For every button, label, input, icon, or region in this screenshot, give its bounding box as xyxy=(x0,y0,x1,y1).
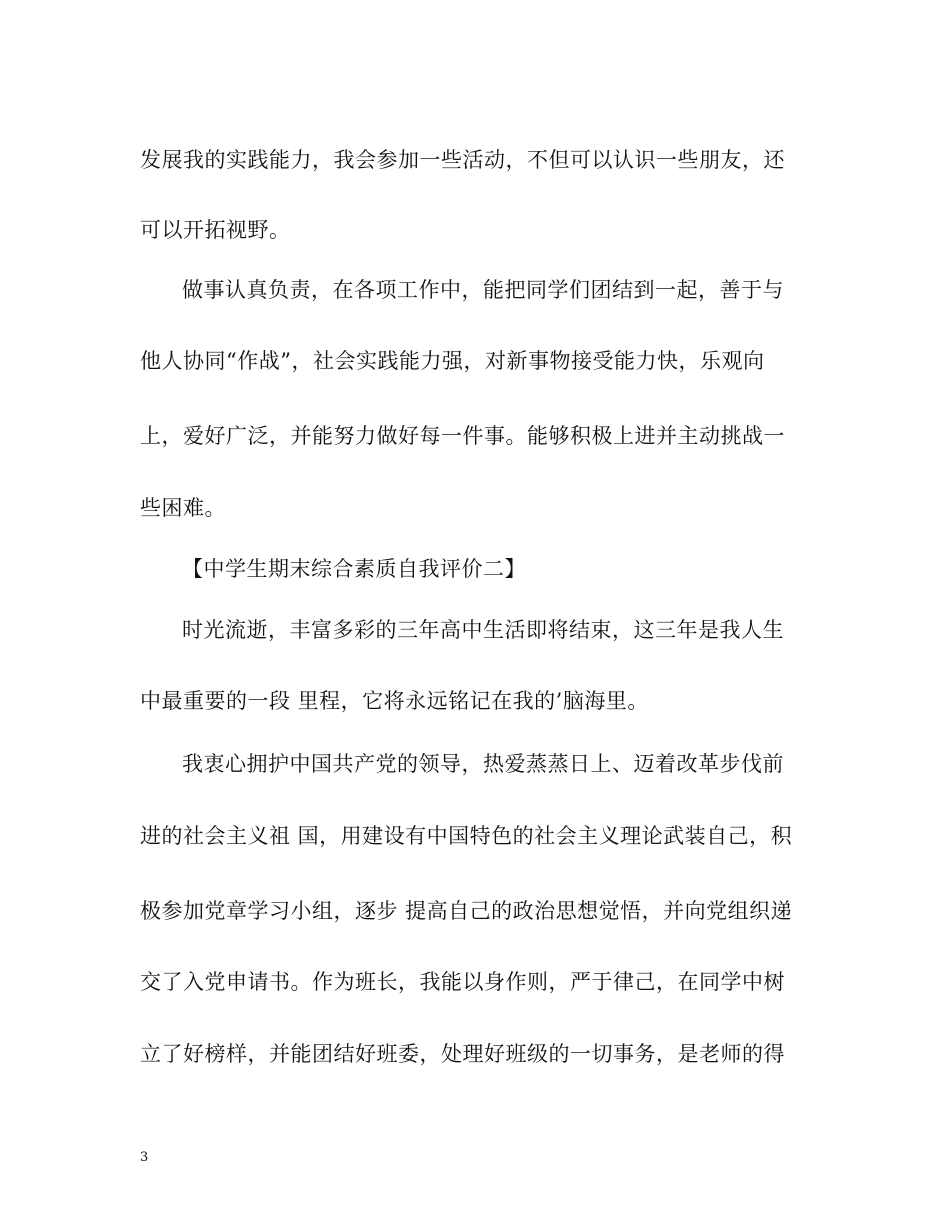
text-line: 上，爱好广泛，并能努力做好每一件事。能够积极上进并主动挑战一 xyxy=(140,424,785,448)
section-heading: 【中学生期末综合素质自我评价二】 xyxy=(182,557,526,581)
text-line: 立了好榜样，并能团结好班委，处理好班级的一切事务，是老师的得 xyxy=(140,1042,785,1066)
text-line: 他人协同“作战”，社会实践能力强，对新事物接受能力快，乐观向 xyxy=(140,349,765,373)
text-line: 进的社会主义祖 国，用建设有中国特色的社会主义理论武装自己，积 xyxy=(140,824,793,848)
text-line: 发展我的实践能力，我会参加一些活动，不但可以认识一些朋友，还 xyxy=(140,148,785,172)
text-line: 我衷心拥护中国共产党的领导，热爱蒸蒸日上、迈着改革步伐前 xyxy=(182,752,784,776)
text-line: 可以开拓视野。 xyxy=(140,218,291,242)
page-number: 3 xyxy=(140,1150,149,1165)
text-line: 极参加党章学习小组，逐步 提高自己的政治思想觉悟，并向党组织递 xyxy=(140,899,793,923)
text-line: 时光流逝，丰富多彩的三年高中生活即将结束，这三年是我人生 xyxy=(182,618,784,642)
text-line: 些困难。 xyxy=(140,496,226,520)
text-line: 中最重要的一段 里程，它将永远铭记在我的’脑海里。 xyxy=(140,689,649,713)
text-line: 交了入党申请书。作为班长，我能以身作则，严于律己，在同学中树 xyxy=(140,970,785,994)
text-line: 做事认真负责，在各项工作中，能把同学们团结到一起，善于与 xyxy=(182,278,784,302)
